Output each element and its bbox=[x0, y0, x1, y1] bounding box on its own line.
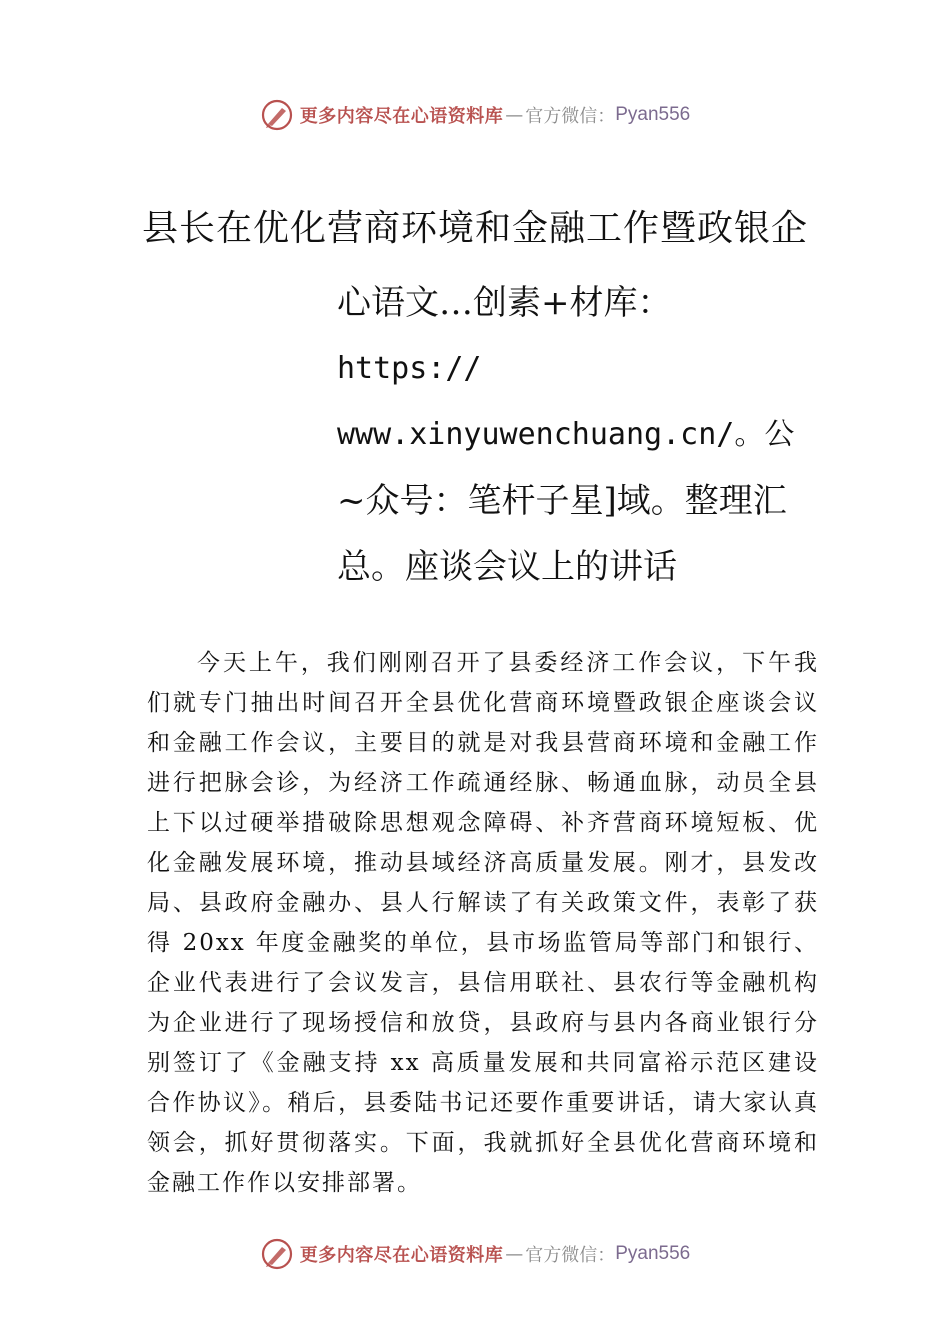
banner-wechat-label: 官方微信： bbox=[525, 106, 616, 127]
document-title-line-1: 县长在优化营商环境和金融工作暨政银企 bbox=[141, 208, 808, 249]
banner-main-text: 更多内容尽在心语资料库 bbox=[299, 106, 504, 127]
banner-main-text: 更多内容尽在心语资料库 bbox=[299, 1245, 504, 1266]
banner-separator: — bbox=[505, 104, 524, 126]
banner-wechat-id: Pyan556 bbox=[615, 104, 691, 125]
header-watermark-banner bbox=[0, 95, 950, 135]
document-title-line-6: 总。座谈会议上的讲话 bbox=[337, 547, 677, 587]
document-title-line-5: ~众号：笔杆子星]域。整理汇 bbox=[337, 481, 787, 521]
banner-separator: — bbox=[505, 1243, 524, 1265]
pen-logo-icon bbox=[260, 1237, 294, 1271]
pen-logo-icon bbox=[260, 98, 294, 132]
footer-watermark-banner bbox=[0, 1234, 950, 1274]
banner-wechat-label: 官方微信： bbox=[525, 1245, 616, 1266]
document-title-line-2: 心语文…创素+材库： bbox=[337, 283, 672, 323]
document-title-line-4: www.xinyuwenchuang.cn/。公 bbox=[337, 417, 795, 452]
document-title-continuation bbox=[337, 270, 797, 600]
document-title-line-3: https:// bbox=[337, 351, 482, 386]
banner-wechat-id: Pyan556 bbox=[615, 1243, 691, 1264]
body-paragraph: 今天上午，我们刚刚召开了县委经济工作会议，下午我们就专门抽出时间召开全县优化营商环境暨政银企座谈会议和金融工作会议，主要目的就是对我县营商环境和金融工作进行把脉会诊，为经济工作疏通经脉、畅通血脉，动员全县上下以过硬举措破除思想观念障碍、补齐营商环境短板、优化金融发展环境，推动县域经济高质量发展。刚才，县发改局、县政府金融办、县人行解读了有关政策文件，表彰了获得 20xx 年度金融奖的单位，县市场监管局等部门和银行、企业代表进行了会议发言，县信用联社、县农行等金融机构为企业进行了现场授信和放贷，县政府与县内各商业银行分别签订了《金融支持 xx 高质量发展和共同富裕示范区建设合作协议》。稍后，县委陆书记还要作重要讲话，请大家认真领会，抓好贯彻落实。下面，我就抓好全县优化营商环境和金融工作作以安排部署。 bbox=[147, 650, 819, 1196]
